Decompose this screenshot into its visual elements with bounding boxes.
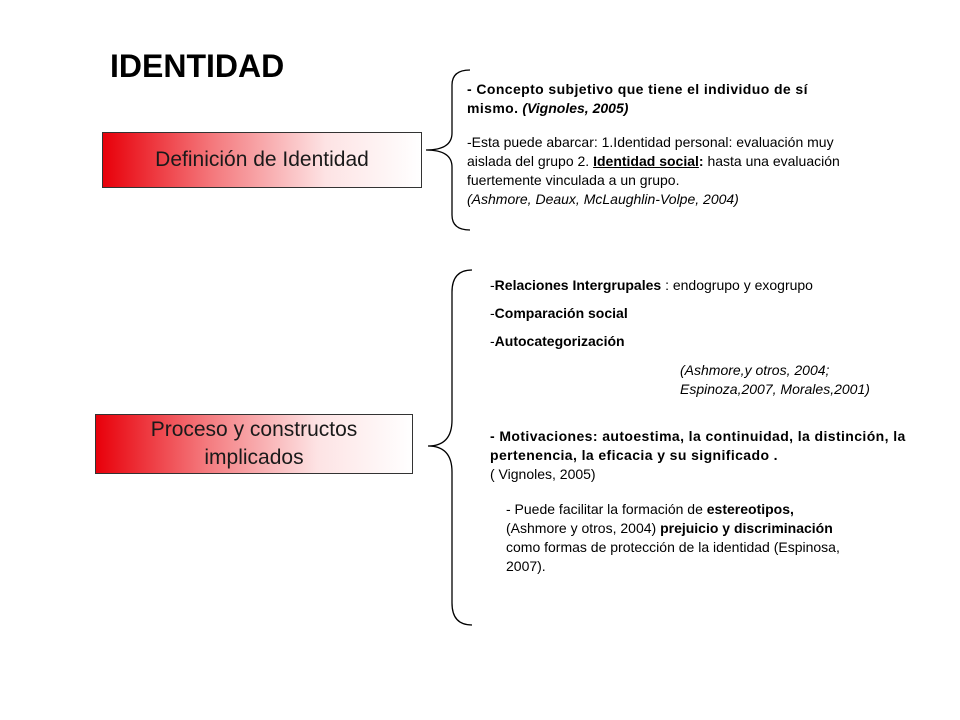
process-item-3 [490, 332, 790, 351]
item2-label: Comparación social [494, 305, 628, 321]
item2-dash: - [490, 305, 495, 321]
facilitation-text-1: - Puede facilitar la formación de [506, 501, 703, 517]
definition-concept [467, 80, 847, 118]
process-item-2 [490, 304, 790, 323]
page-title: IDENTIDAD [110, 48, 285, 84]
process-box-label [151, 416, 358, 472]
concept-text: - Concepto subjetivo que tiene el individuo de sí mismo. [467, 81, 808, 116]
motivations-citation: ( Vignoles, 2005) [490, 466, 596, 482]
definition-box [102, 132, 422, 188]
item1-label: Relaciones Intergrupales [494, 277, 662, 293]
process-box [95, 414, 413, 474]
motivations [490, 427, 920, 484]
scope-term: Identidad social [593, 153, 699, 169]
process-citation-line2: Espinoza,2007, Morales,2001) [680, 381, 870, 397]
definition-box-label: Definición de Identidad [155, 148, 369, 171]
facilitation-text-3: como formas de protección de la identidad (Espinosa, 2007). [506, 539, 840, 574]
concept-citation: (Vignoles, 2005) [522, 100, 629, 116]
facilitation [506, 500, 846, 576]
process-citation [680, 361, 930, 399]
facilitation-term-1: estereotipos, [706, 501, 794, 517]
item1-dash: - [490, 277, 495, 293]
item3-label: Autocategorización [494, 333, 625, 349]
process-citation-line1: (Ashmore,y otros, 2004; [680, 362, 830, 378]
item1-detail: : endogrupo y exogrupo [661, 277, 813, 293]
process-box-line2: implicados [204, 446, 304, 469]
facilitation-term-2: prejuicio y discriminación [660, 520, 833, 536]
scope-colon: : [698, 153, 704, 169]
motivations-text: - Motivaciones: autoestima, la continuidad, la distinción, la pertenencia, la eficacia y su significado . [490, 428, 906, 463]
scope-text-1: -Esta puede abarcar: 1.Identidad personal: evaluación muy aislada del grupo 2. [467, 134, 834, 169]
scope-text-2: hasta una evaluación fuertemente vinculada a un grupo. [467, 153, 840, 188]
process-box-line1: Proceso y constructos [150, 418, 358, 441]
item3-dash: - [490, 333, 495, 349]
facilitation-text-2: (Ashmore y otros, 2004) [506, 520, 657, 536]
definition-brace [426, 70, 470, 230]
scope-citation: (Ashmore, Deaux, McLaughlin-Volpe, 2004) [467, 191, 739, 207]
definition-scope [467, 133, 862, 209]
process-item-1 [490, 276, 910, 295]
process-brace [428, 270, 472, 625]
